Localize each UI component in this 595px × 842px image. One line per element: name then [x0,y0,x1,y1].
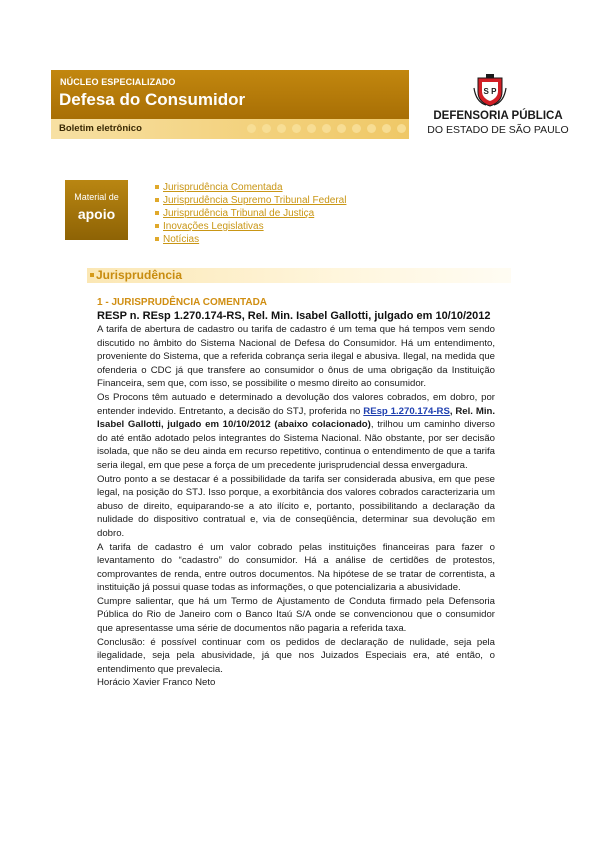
header-banner [51,70,409,119]
section-header-jurisprudencia [87,268,511,283]
list-item [155,207,346,220]
support-links-list [155,181,346,246]
dot-icon [262,124,271,133]
bullet-icon [155,211,159,215]
list-item [155,233,346,246]
badge-line-2: apoio [77,206,116,222]
link-jurisprudencia-stf[interactable]: Jurisprudência Supremo Tribunal Federal [163,195,347,206]
dot-icon [292,124,301,133]
header-subtitle: Boletim eletrônico [59,123,142,134]
header-kicker: NÚCLEO ESPECIALIZADO [60,77,176,87]
link-jurisprudencia-tj[interactable]: Jurisprudência Tribunal de Justiça [163,208,315,219]
paragraph-2 [97,391,495,473]
link-jurisprudencia-comentada[interactable]: Jurisprudência Comentada [163,182,283,193]
dot-icon [337,124,346,133]
paragraph-6: Conclusão: é possível continuar com os pedidos de declaração de nulidade, seja pela ilegalidade, seja pela abusividade, já que nos Juizados Especiais era, até então, o entendimento que prevalecia. [97,636,495,675]
article-author: Horácio Xavier Franco Neto [97,677,216,689]
paragraph-2-text-b: , trilhou um caminho diverso do até então adotado pelos integrantes do Sistema Nacional. Não obstante, por ser decisão isolada, que não se deu ainda em recurso repetitivo, continua o entendimento de que a tarifa seria ilegal, em que pese a força de um precedente jurisprudencial dessa envergadura. [97,419,495,471]
list-item [155,220,346,233]
sao-paulo-coat-of-arms-icon [473,74,507,108]
paragraph-2-bold: , Rel. Min. Isabel Gallotti, julgado em 10/10/2012 (abaixo colacionado) [97,405,496,431]
article-headline: RESP n. REsp 1.270.174-RS, Rel. Min. Isabel Gallotti, julgado em 10/10/2012 [97,310,491,322]
material-de-apoio-badge [65,180,128,240]
link-inovacoes-legislativas[interactable]: Inovações Legislativas [163,221,264,232]
bullet-icon [90,273,94,277]
dot-icon [382,124,391,133]
paragraph-3: Outro ponto a se destacar é a possibilidade da tarifa ser considerada abusiva, em que pese legal, na posição do STJ. Isso porque, a exorbitância dos valores cobrados caracterizaria um abuso de direito, equiparando-se a ato ilícito e, portanto, possibilitando a declaração da nulidade do dispositivo contratual e, via de conseqüência, determinar sua devolução em dobro. [97,473,495,539]
defensoria-logo [423,74,573,140]
section-title: Jurisprudência [96,268,183,282]
bullet-icon [155,224,159,228]
dot-icon [367,124,376,133]
decorative-dots [247,124,406,133]
paragraph-1: A tarifa de abertura de cadastro ou tarifa de cadastro é um tema que há tempos vem sendo discutido no âmbito do Sistema Nacional de Defesa do Consumidor. Há um entendimento, proveniente do Sistema, que a referida cobrança seria ilegal e abusiva. Ilegal, na medida que ofenderia o CDC já que transfere ao consumidor o ônus de uma obrigação da Instituição Financeira, sem que, com isso, se possibilite o mesmo direito ao consumidor. [97,324,495,390]
dot-icon [307,124,316,133]
header-subbar [51,119,409,139]
paragraph-4: A tarifa de cadastro é um valor cobrado pelas instituições financeiras para fazer o levantamento do “cadastro” do consumidor. Há a análise de certidões de protestos, comprovantes de renda, entre outros documentos. Na hipótese de se tratar de correntista, a instituição já possui quase todas as informações, o que potencializaria a abusividade. [97,541,495,594]
resp-link[interactable]: REsp 1.270.174-RS [363,405,450,417]
article-body [97,296,495,690]
paragraph-5: Cumpre salientar, que há um Termo de Ajustamento de Conduta firmado pela Defensoria Pública do Rio de Janeiro com o Banco Itaú S/A onde se convencionou que o consumidor que apresentasse uma série de documentos não pagaria a referida taxa. [97,595,495,635]
dot-icon [352,124,361,133]
logo-line-1: DEFENSORIA PÚBLICA [433,110,563,122]
dot-icon [397,124,406,133]
dot-icon [322,124,331,133]
logo-line-2: DO ESTADO DE SÃO PAULO [427,124,569,136]
dot-icon [277,124,286,133]
link-noticias[interactable]: Notícias [163,234,200,245]
list-item [155,194,346,207]
paragraph-2-text-a: Os Procons têm autuado e determinado a devolução dos valores cobrados, em dobro, por entender indevido. Entretanto, a decisão do STJ, proferida no [97,391,495,417]
svg-text:S P: S P [483,87,497,96]
badge-line-1: Material de [74,192,119,202]
bullet-icon [155,198,159,202]
dot-icon [247,124,256,133]
bullet-icon [155,185,159,189]
article-category: 1 - JURISPRUDÊNCIA COMENTADA [97,297,268,308]
header-title: Defesa do Consumidor [59,90,246,109]
bullet-icon [155,237,159,241]
list-item [155,181,346,194]
